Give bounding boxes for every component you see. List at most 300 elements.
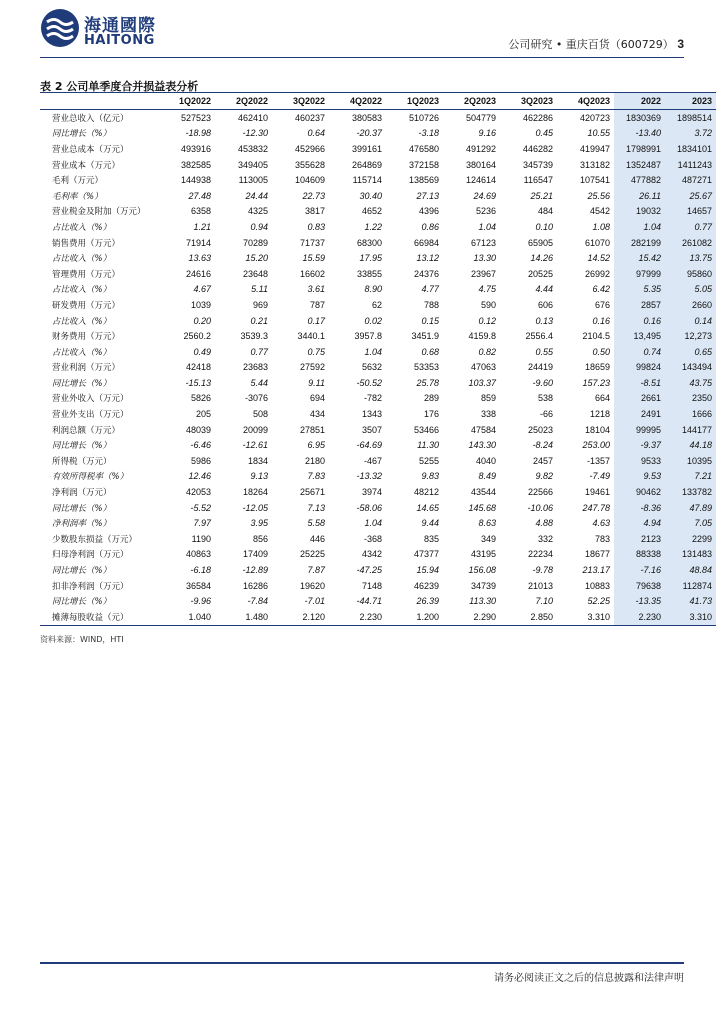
table-cell: 6.95 xyxy=(307,440,325,451)
table-cell: 52.25 xyxy=(587,596,610,607)
table-cell: 355628 xyxy=(294,159,325,170)
table-row xyxy=(40,547,716,563)
table-cell: -7.84 xyxy=(247,596,268,607)
table-cell: 41.73 xyxy=(665,593,716,609)
haitong-logo-icon xyxy=(40,8,80,48)
table-cell: 176 xyxy=(423,409,439,420)
table-cell: 23967 xyxy=(470,268,496,279)
table-header-row xyxy=(40,93,716,110)
table-cell: 18264 xyxy=(242,487,268,498)
table-cell: -18.98 xyxy=(185,128,211,139)
table-cell: 9.83 xyxy=(421,471,439,482)
table-cell: 53353 xyxy=(413,362,439,373)
table-cell: 664 xyxy=(594,393,610,404)
table-cell: 349405 xyxy=(237,159,268,170)
table-cell: -6.46 xyxy=(190,440,211,451)
table-cell: 25.78 xyxy=(416,377,439,388)
table-cell: 4652 xyxy=(361,206,382,217)
table-cell: 0.86 xyxy=(421,221,439,232)
disclaimer-footer: 请务必阅读正文之后的信息披露和法律声明 xyxy=(494,973,684,984)
table-cell: 0.55 xyxy=(535,346,553,357)
table-body xyxy=(40,110,716,626)
table-cell: -9.37 xyxy=(614,437,665,453)
table-cell: 42418 xyxy=(185,362,211,373)
table-cell: -7.16 xyxy=(614,562,665,578)
table-cell: 2.230 xyxy=(359,611,382,622)
table-cell: 1.04 xyxy=(364,346,382,357)
table-cell: -20.37 xyxy=(356,128,382,139)
table-cell: 0.21 xyxy=(250,315,268,326)
table-cell: 113005 xyxy=(238,175,268,186)
table-cell: 20525 xyxy=(527,268,553,279)
row-label: 同比增长（%） xyxy=(52,566,112,577)
table-cell: 14.65 xyxy=(416,502,439,513)
table-title: 表 2 公司单季度合并损益表分析 xyxy=(40,80,199,93)
table-cell: 3974 xyxy=(361,487,382,498)
table-cell: 90462 xyxy=(614,484,665,500)
table-cell: 338 xyxy=(480,409,496,420)
table-cell: 116547 xyxy=(523,175,553,186)
table-cell: 30.40 xyxy=(359,190,382,201)
table-cell: 399161 xyxy=(351,143,382,154)
table-cell: 113.30 xyxy=(469,596,496,607)
table-cell: 48.84 xyxy=(665,562,716,578)
table-cell: 48212 xyxy=(413,487,439,498)
table-cell: 47584 xyxy=(470,424,496,435)
table-cell: 47.89 xyxy=(665,500,716,516)
table-row xyxy=(40,266,716,282)
table-row xyxy=(40,328,716,344)
table-cell: 15.59 xyxy=(302,253,325,264)
table-cell: 112874 xyxy=(665,578,716,594)
table-cell: -12.30 xyxy=(242,128,268,139)
table-row xyxy=(40,141,716,157)
row-label: 研发费用（万元） xyxy=(52,300,121,311)
table-row xyxy=(40,375,716,391)
table-cell: 2.850 xyxy=(530,611,553,622)
table-cell: 5.44 xyxy=(250,377,268,388)
header-cell: 3Q2022 xyxy=(292,96,325,106)
table-row xyxy=(40,204,716,220)
row-label: 同比增长（%） xyxy=(52,597,112,608)
table-cell: 27592 xyxy=(299,362,325,373)
row-label: 占比收入（%） xyxy=(52,347,112,358)
table-cell: 434 xyxy=(309,409,325,420)
header-cell: 2022 xyxy=(614,93,665,110)
table-cell: 7.10 xyxy=(535,596,553,607)
table-cell: 34739 xyxy=(470,580,496,591)
table-cell: 1834 xyxy=(247,455,268,466)
table-cell: 856 xyxy=(252,533,268,544)
table-cell: -64.69 xyxy=(356,440,382,451)
table-cell: 2661 xyxy=(614,391,665,407)
row-label: 同比增长（%） xyxy=(52,441,112,452)
table-cell: 25023 xyxy=(527,424,553,435)
table-cell: 1.04 xyxy=(364,518,382,529)
table-cell: 1352487 xyxy=(614,157,665,173)
table-cell: -12.05 xyxy=(242,502,268,513)
table-cell: 1.480 xyxy=(245,611,268,622)
table-cell: 99995 xyxy=(614,422,665,438)
table-cell: 0.13 xyxy=(535,315,553,326)
table-cell: 22566 xyxy=(527,487,553,498)
table-cell: 1830369 xyxy=(614,110,665,126)
table-cell: 1.04 xyxy=(614,219,665,235)
table-cell: 0.83 xyxy=(307,221,325,232)
table-cell: 2350 xyxy=(665,391,716,407)
table-cell: 18104 xyxy=(584,424,610,435)
table-cell: 9.82 xyxy=(535,471,553,482)
table-cell: -47.25 xyxy=(356,565,382,576)
table-cell: 2299 xyxy=(665,531,716,547)
table-cell: 419947 xyxy=(579,143,610,154)
table-cell: 2123 xyxy=(614,531,665,547)
table-cell: 0.68 xyxy=(421,346,439,357)
row-label: 占比收入（%） xyxy=(52,222,112,233)
table-cell: 380164 xyxy=(465,159,496,170)
table-cell: 46239 xyxy=(413,580,439,591)
table-cell: 3440.1 xyxy=(297,331,325,342)
table-cell: 0.12 xyxy=(478,315,496,326)
table-cell: 1343 xyxy=(361,409,382,420)
row-label: 营业成本（万元） xyxy=(52,160,121,171)
table-cell: 538 xyxy=(537,393,553,404)
haitong-logo xyxy=(40,8,170,50)
table-cell: -13.35 xyxy=(614,593,665,609)
table-cell: 3817 xyxy=(304,206,325,217)
table-row xyxy=(40,391,716,407)
table-cell: 16602 xyxy=(299,268,325,279)
table-cell: 144938 xyxy=(180,175,211,186)
row-label: 销售费用（万元） xyxy=(52,238,121,249)
table-cell: 13,495 xyxy=(614,328,665,344)
table-cell: 7148 xyxy=(361,580,382,591)
table-cell: 3957.8 xyxy=(354,331,382,342)
table-cell: 2491 xyxy=(614,406,665,422)
table-cell: 145.68 xyxy=(468,502,496,513)
table-row xyxy=(40,235,716,251)
table-cell: 0.65 xyxy=(665,344,716,360)
table-cell: -10.06 xyxy=(527,502,553,513)
table-cell: 487271 xyxy=(665,172,716,188)
table-cell: 5.58 xyxy=(307,518,325,529)
table-cell: 14657 xyxy=(665,204,716,220)
header-cell: 4Q2022 xyxy=(349,96,382,106)
table-cell: 0.16 xyxy=(592,315,610,326)
table-cell: 9533 xyxy=(614,453,665,469)
table-cell: 13.63 xyxy=(188,253,211,264)
table-cell: 349 xyxy=(480,533,496,544)
table-cell: 504779 xyxy=(465,112,496,123)
table-row xyxy=(40,297,716,313)
row-label: 利润总额（万元） xyxy=(52,425,121,436)
table-cell: 115714 xyxy=(352,175,382,186)
table-cell: 24376 xyxy=(413,268,439,279)
row-label: 净利润率（%） xyxy=(52,519,112,530)
row-label: 扣非净利润（万元） xyxy=(52,581,129,592)
table-cell: 9.11 xyxy=(308,377,325,388)
table-cell: 144177 xyxy=(665,422,716,438)
table-cell: 1666 xyxy=(665,406,716,422)
table-cell: 1798991 xyxy=(614,141,665,157)
table-cell: 43544 xyxy=(470,487,496,498)
table-cell: -13.32 xyxy=(356,471,382,482)
table-cell: 14.26 xyxy=(530,253,553,264)
table-cell: 676 xyxy=(594,299,610,310)
table-cell: 7.05 xyxy=(665,515,716,531)
table-cell: 0.14 xyxy=(665,313,716,329)
table-cell: 5.35 xyxy=(614,282,665,298)
table-cell: 138569 xyxy=(408,175,439,186)
table-cell: 453832 xyxy=(237,143,268,154)
table-cell: -44.71 xyxy=(356,596,382,607)
table-cell: 4.67 xyxy=(193,284,211,295)
table-cell: 261082 xyxy=(665,235,716,251)
table-cell: 24.44 xyxy=(245,190,268,201)
table-cell: 0.75 xyxy=(307,346,325,357)
table-cell: 15.42 xyxy=(614,250,665,266)
row-label: 毛利（万元） xyxy=(52,176,104,187)
table-cell: 43.75 xyxy=(665,375,716,391)
table-cell: 446 xyxy=(309,533,325,544)
table-row xyxy=(40,562,716,578)
table-row xyxy=(40,360,716,376)
table-row xyxy=(40,469,716,485)
table-cell: 4.75 xyxy=(478,284,496,295)
table-cell: 1.08 xyxy=(592,221,610,232)
table-cell: -9.78 xyxy=(532,565,553,576)
header-cell: 4Q2023 xyxy=(577,96,610,106)
table-cell: -50.52 xyxy=(356,377,382,388)
table-cell: 2857 xyxy=(614,297,665,313)
table-cell: 22234 xyxy=(527,549,553,560)
table-cell: 491292 xyxy=(465,143,496,154)
table-cell: 0.49 xyxy=(193,346,211,357)
page-header xyxy=(508,36,684,52)
table-cell: 62 xyxy=(371,299,382,310)
table-cell: -12.61 xyxy=(242,440,268,451)
table-cell: 25671 xyxy=(299,487,325,498)
table-cell: 380583 xyxy=(351,112,382,123)
header-cell: 2Q2022 xyxy=(235,96,268,106)
row-label: 营业外收入（万元） xyxy=(52,394,129,405)
table-cell: -12.89 xyxy=(242,565,268,576)
header-cell: 1Q2022 xyxy=(178,96,211,106)
table-cell: 606 xyxy=(537,299,553,310)
table-cell: 835 xyxy=(423,533,439,544)
table-cell: 36584 xyxy=(185,580,211,591)
table-cell: 4.77 xyxy=(421,284,439,295)
table-cell: 0.82 xyxy=(478,346,496,357)
table-cell: 10.55 xyxy=(587,128,610,139)
table-cell: 332 xyxy=(537,533,553,544)
table-cell: 3451.9 xyxy=(411,331,439,342)
table-cell: 0.20 xyxy=(193,315,211,326)
table-cell: 3.310 xyxy=(665,609,716,625)
table-cell: 131483 xyxy=(665,547,716,563)
table-cell: 4.63 xyxy=(592,518,610,529)
table-cell: 2180 xyxy=(304,455,325,466)
table-cell: 5986 xyxy=(190,455,211,466)
table-row xyxy=(40,437,716,453)
table-cell: 27.48 xyxy=(188,190,211,201)
table-cell: 5632 xyxy=(361,362,382,373)
table-cell: 5826 xyxy=(190,393,211,404)
table-cell: 289 xyxy=(423,393,439,404)
table-cell: -8.36 xyxy=(614,500,665,516)
page-number: 3 xyxy=(677,37,684,51)
table-cell: 7.13 xyxy=(307,502,325,513)
table-cell: -8.51 xyxy=(614,375,665,391)
table-cell: 3507 xyxy=(361,424,382,435)
table-cell: 5.11 xyxy=(251,284,268,295)
table-cell: 372158 xyxy=(408,159,439,170)
table-cell: 462286 xyxy=(522,112,553,123)
table-cell: -1357 xyxy=(586,455,610,466)
table-row xyxy=(40,219,716,235)
table-cell: 2660 xyxy=(665,297,716,313)
table-cell: 3.310 xyxy=(587,611,610,622)
table-cell: -6.18 xyxy=(190,565,211,576)
table-cell: 143.30 xyxy=(468,440,496,451)
table-cell: -7.01 xyxy=(304,596,325,607)
table-cell: 9.44 xyxy=(421,518,439,529)
table-row xyxy=(40,313,716,329)
table-cell: 8.63 xyxy=(478,518,496,529)
table-cell: 1190 xyxy=(191,533,211,544)
income-statement-table xyxy=(40,92,716,626)
table-cell: 313182 xyxy=(579,159,610,170)
row-label: 少数股东损益（万元） xyxy=(52,534,138,545)
table-cell: -8.24 xyxy=(532,440,553,451)
table-cell: 70289 xyxy=(242,237,268,248)
table-cell: 8.49 xyxy=(478,471,496,482)
table-cell: 21013 xyxy=(527,580,553,591)
table-cell: 4396 xyxy=(418,206,439,217)
table-cell: 0.15 xyxy=(421,315,439,326)
table-cell: 2556.4 xyxy=(525,331,553,342)
table-cell: 33855 xyxy=(356,268,382,279)
table-cell: 493916 xyxy=(180,143,211,154)
table-cell: 71914 xyxy=(185,237,211,248)
table-cell: 17.95 xyxy=(359,253,382,264)
table-cell: -368 xyxy=(363,533,382,544)
table-cell: 20099 xyxy=(242,424,268,435)
header-cell: 1Q2023 xyxy=(406,96,439,106)
row-label: 有效所得税率（%） xyxy=(52,472,129,483)
table-cell: 0.16 xyxy=(614,313,665,329)
table-cell: -13.40 xyxy=(614,126,665,142)
table-cell: -9.60 xyxy=(532,377,553,388)
table-cell: 7.83 xyxy=(307,471,325,482)
table-cell: 2560.2 xyxy=(183,331,211,342)
table-cell: 97999 xyxy=(614,266,665,282)
row-label: 财务费用（万元） xyxy=(52,332,121,343)
table-cell: -467 xyxy=(363,455,382,466)
table-cell: 25.67 xyxy=(665,188,716,204)
table-cell: 23648 xyxy=(242,268,268,279)
table-cell: 107541 xyxy=(579,175,610,186)
table-cell: 1.04 xyxy=(478,221,496,232)
table-cell: 4.94 xyxy=(614,515,665,531)
table-cell: 5.05 xyxy=(665,282,716,298)
table-cell: 9.53 xyxy=(614,469,665,485)
brand-name-en: HAITONG xyxy=(84,33,155,48)
table-cell: 25225 xyxy=(299,549,325,560)
table-cell: 3.61 xyxy=(307,284,325,295)
table-cell: 19620 xyxy=(299,580,325,591)
table-cell: 24616 xyxy=(185,268,211,279)
table-cell: 1411243 xyxy=(665,157,716,173)
row-label: 营业外支出（万元） xyxy=(52,410,129,421)
table-cell: 0.10 xyxy=(535,221,553,232)
table-cell: 157.23 xyxy=(582,377,610,388)
row-label: 占比收入（%） xyxy=(52,285,112,296)
table-cell: 13.12 xyxy=(416,253,439,264)
table-cell: 26.39 xyxy=(416,596,439,607)
table-cell: 213.17 xyxy=(582,565,610,576)
table-row xyxy=(40,344,716,360)
table-cell: 26.11 xyxy=(614,188,665,204)
table-cell: 10883 xyxy=(584,580,610,591)
table-cell: 61070 xyxy=(584,237,610,248)
table-cell: 24.69 xyxy=(473,190,496,201)
table-cell: 23683 xyxy=(242,362,268,373)
table-cell: 969 xyxy=(252,299,268,310)
table-row xyxy=(40,500,716,516)
table-cell: 12.46 xyxy=(188,471,211,482)
table-cell: 124614 xyxy=(465,175,496,186)
table-cell: 26992 xyxy=(584,268,610,279)
table-cell: 22.73 xyxy=(302,190,325,201)
table-cell: 205 xyxy=(195,409,211,420)
table-cell: 4159.8 xyxy=(468,331,496,342)
breadcrumb: 公司研究 • 重庆百货（600729） xyxy=(508,38,674,51)
table-row xyxy=(40,484,716,500)
table-cell: 15.94 xyxy=(416,565,439,576)
header-cell: 3Q2023 xyxy=(520,96,553,106)
table-cell: -9.96 xyxy=(190,596,211,607)
table-cell: 3.95 xyxy=(250,518,268,529)
table-cell: 6358 xyxy=(190,206,211,217)
table-row xyxy=(40,282,716,298)
table-row xyxy=(40,250,716,266)
header-cell-label xyxy=(40,93,158,110)
table-cell: 47377 xyxy=(413,549,439,560)
table-cell: -66 xyxy=(539,409,553,420)
table-cell: -15.13 xyxy=(185,377,211,388)
header-cell: 2023 xyxy=(665,93,716,110)
table-cell: 0.02 xyxy=(364,315,382,326)
table-cell: 4542 xyxy=(589,206,610,217)
table-cell: 264869 xyxy=(351,159,382,170)
table-cell: 0.74 xyxy=(614,344,665,360)
table-cell: 44.18 xyxy=(665,437,716,453)
table-cell: 3539.3 xyxy=(240,331,268,342)
table-cell: 71737 xyxy=(299,237,325,248)
table-cell: 42053 xyxy=(185,487,211,498)
table-cell: 2457 xyxy=(532,455,553,466)
table-row xyxy=(40,578,716,594)
table-cell: 25.56 xyxy=(587,190,610,201)
table-cell: 14.52 xyxy=(587,253,610,264)
table-cell: 16286 xyxy=(242,580,268,591)
table-cell: 527523 xyxy=(180,112,211,123)
table-cell: -5.52 xyxy=(190,502,211,513)
table-cell: 1218 xyxy=(589,409,610,420)
table-row xyxy=(40,188,716,204)
table-cell: 4325 xyxy=(247,206,268,217)
